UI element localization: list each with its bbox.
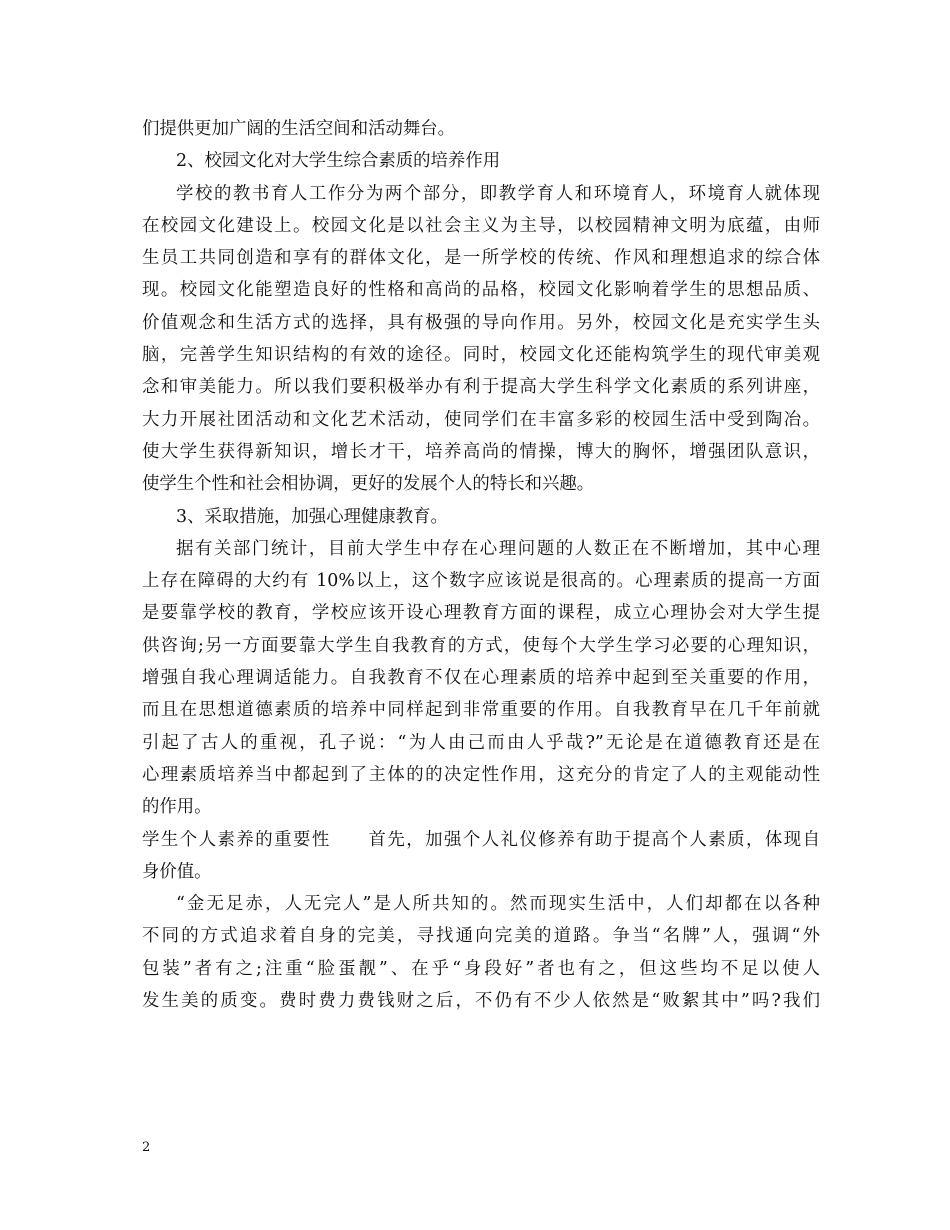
text-line: 3、采取措施，加强心理健康教育。 (176, 506, 448, 527)
text-line: 脑，完善学生知识结构的有效的途径。同时，校园文化还能构筑学生的现代审美观 (142, 345, 820, 366)
text-line: 现。校园文化能塑造良好的性格和高尚的品格，校园文化影响着学生的思想品质、 (142, 280, 820, 301)
text-line: 们提供更加广阔的生活空间和活动舞台。 (142, 119, 456, 139)
text-line: 身价值。 (142, 861, 212, 882)
body-text (142, 113, 820, 1017)
page-number: 2 (142, 1140, 151, 1155)
text-line: 发生美的质变。费时费力费钱财之后，不仍有不少人依然是“败絮其中”吗?我们 (142, 991, 820, 1012)
text-line: 学校的教书育人工作分为两个部分，即教学育人和环境育人，环境育人就体现 (176, 183, 820, 204)
text-line: 供咨询;另一方面要靠大学生自我教育的方式，使每个大学生学习必要的心理知识， (142, 635, 820, 656)
text-line: 包装”者有之;注重“脸蛋靓”、在乎“身段好”者也有之，但这些均不足以使人 (142, 958, 820, 979)
text-line: 据有关部门统计，目前大学生中存在心理问题的人数正在不断增加，其中心理 (176, 538, 820, 559)
text-line: 上存在障碍的大约有 10%以上，这个数字应该说是很高的。心理素质的提高一方面 (142, 571, 820, 592)
text-line: 大力开展社团活动和文化艺术活动，使同学们在丰富多彩的校园生活中受到陶冶。 (142, 409, 820, 430)
text-line: 心理素质培养当中都起到了主体的的决定性作用，这充分的肯定了人的主观能动性 (142, 764, 820, 785)
text-line: 的作用。 (142, 797, 212, 818)
text-line: “金无足赤，人无完人”是人所共知的。然而现实生活中，人们却都在以各种 (176, 894, 820, 915)
text-line: 不同的方式追求着自身的完美，寻找通向完美的道路。争当“名牌”人，强调“外 (142, 926, 820, 947)
text-line: 引起了古人的重视，孔子说：“为人由己而由人乎哉?”无论是在道德教育还是在 (142, 732, 820, 753)
text-line: 增强自我心理调适能力。自我教育不仅在心理素质的培养中起到至关重要的作用， (142, 668, 820, 689)
text-line: 在校园文化建设上。校园文化是以社会主义为主导，以校园精神文明为底蕴，由师 (142, 215, 820, 236)
text-line: 念和审美能力。所以我们要积极举办有利于提高大学生科学文化素质的系列讲座， (142, 377, 820, 398)
text-line: 2、校园文化对大学生综合素质的培养作用 (176, 151, 501, 172)
text-line: 使学生个性和社会相协调，更好的发展个人的特长和兴趣。 (142, 474, 595, 495)
text-line: 学生个人素养的重要性 首先，加强个人礼仪修养有助于提高个人素质，体现自 (142, 829, 820, 850)
text-line: 使大学生获得新知识，增长才干，培养高尚的情操，博大的胸怀，增强团队意识， (142, 441, 820, 462)
text-line: 生员工共同创造和享有的群体文化，是一所学校的传统、作风和理想追求的综合体 (142, 248, 820, 269)
text-line: 而且在思想道德素质的培养中同样起到非常重要的作用。自我教育早在几千年前就 (142, 700, 820, 721)
text-line: 价值观念和生活方式的选择，具有极强的导向作用。另外，校园文化是充实学生头 (142, 312, 820, 333)
text-line: 是要靠学校的教育，学校应该开设心理教育方面的课程，成立心理协会对大学生提 (142, 603, 820, 624)
